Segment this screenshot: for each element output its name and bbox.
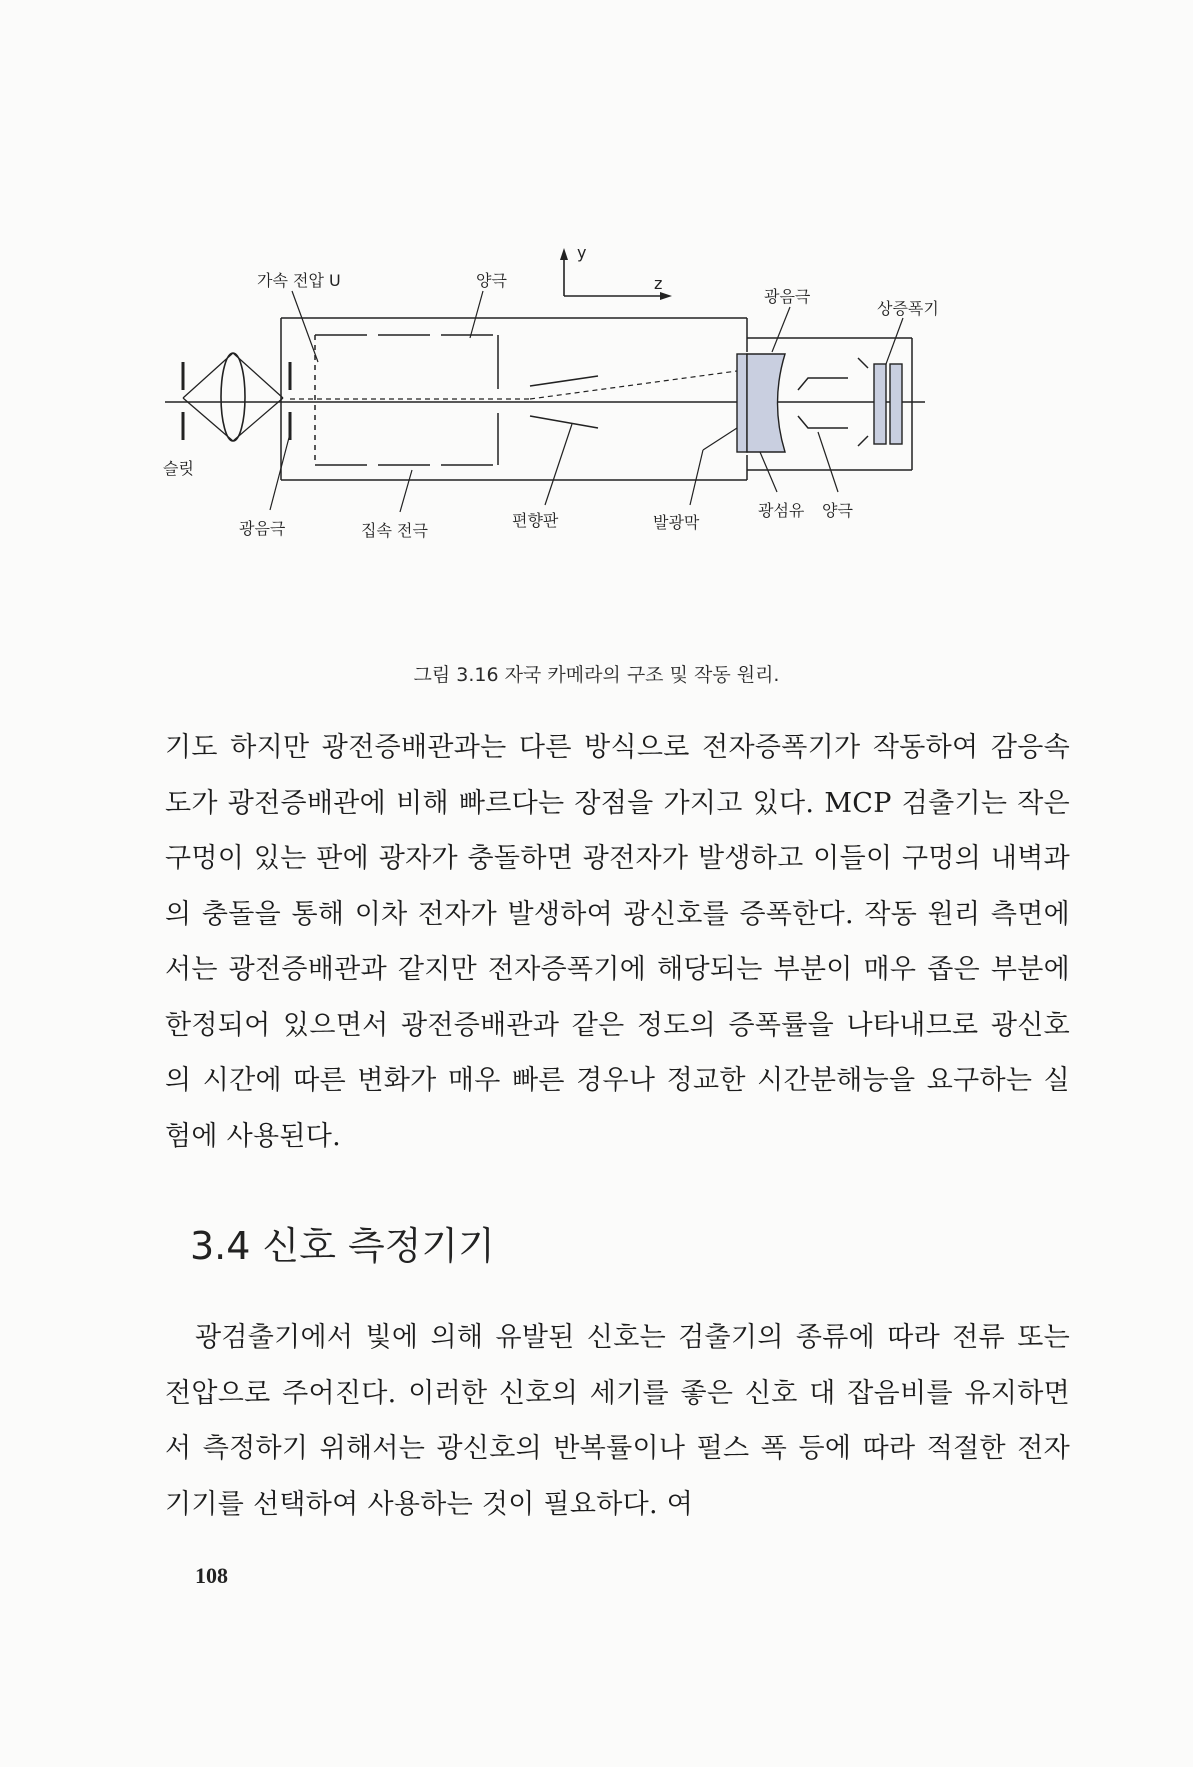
electron-beam	[290, 371, 737, 399]
body-paragraph-2: 광검출기에서 빛에 의해 유발된 신호는 검출기의 종류에 따라 전류 또는 전압으로 주어진다. 이러한 신호의 세기를 좋은 신호 대 잡음비를 유지하면서 측정하기 위해서는 광신호의 반복률이나 펄스 폭 등에 따라 적절한 전자기기를 선택하여 사용하는 것이 필요하다. 여	[165, 1322, 1070, 1520]
label-slit: 슬릿	[163, 459, 194, 478]
body-paragraph-1: 기도 하지만 광전증배관과는 다른 방식으로 전자증폭기가 작동하여 감응속도가 광전증배관에 비해 빠르다는 장점을 가지고 있다. MCP 검출기는 작은 구멍이 있는 판에 광자가 충돌하면 광전자가 발생하고 이들이 구멍의 내벽과의 충돌을 통해 이차 전자가 발생하여 광신호를 증폭한다. 작동 원리 측면에서는 광전증배관과 같지만 전자증폭기에 해당되는 부분이 매우 좁은 부분에 한정되어 있으면서 광전증배관과 같은 정도의 증폭률을 나타내므로 광신호의 시간에 따른 변화가 매우 빠른 경우나 정교한 시간분해능을 요구하는 실험에 사용된다.	[165, 732, 1070, 1152]
lens	[221, 353, 245, 441]
axis-indicator	[564, 258, 662, 296]
label-photocathode-right: 광음극	[764, 287, 811, 306]
streak-camera-diagram	[150, 243, 1070, 635]
label-deflection-plate: 편향판	[512, 511, 559, 530]
label-anode-bottom: 양극	[822, 501, 853, 520]
label-photocathode: 광음극	[239, 519, 286, 538]
intensifier-plate-1	[874, 364, 886, 444]
label-intensifier: 상증폭기	[877, 299, 939, 318]
y-arrow-icon	[560, 248, 568, 260]
label-phosphor-screen: 발광막	[653, 513, 700, 532]
page-number: 108	[195, 1563, 228, 1588]
section-heading: 3.4 신호 측정기기	[190, 1224, 495, 1268]
diagram-svg	[150, 243, 1070, 635]
z-arrow-icon	[660, 292, 672, 300]
focus-electrode	[315, 335, 498, 465]
label-anode-top: 양극	[476, 271, 507, 290]
label-accel-voltage: 가속 전압 U	[257, 271, 341, 290]
label-optical-fiber: 광섬유	[758, 501, 805, 520]
light-rays	[183, 353, 283, 441]
fiber-plate	[747, 354, 785, 452]
intensifier-plate-2	[890, 364, 902, 444]
phosphor-screen	[737, 354, 747, 452]
label-axis-y: y	[577, 243, 587, 262]
label-focus-electrode: 집속 전극	[361, 521, 428, 540]
figure-caption: 그림 3.16 자국 카메라의 구조 및 작동 원리.	[413, 664, 780, 686]
label-axis-z: z	[654, 274, 663, 293]
